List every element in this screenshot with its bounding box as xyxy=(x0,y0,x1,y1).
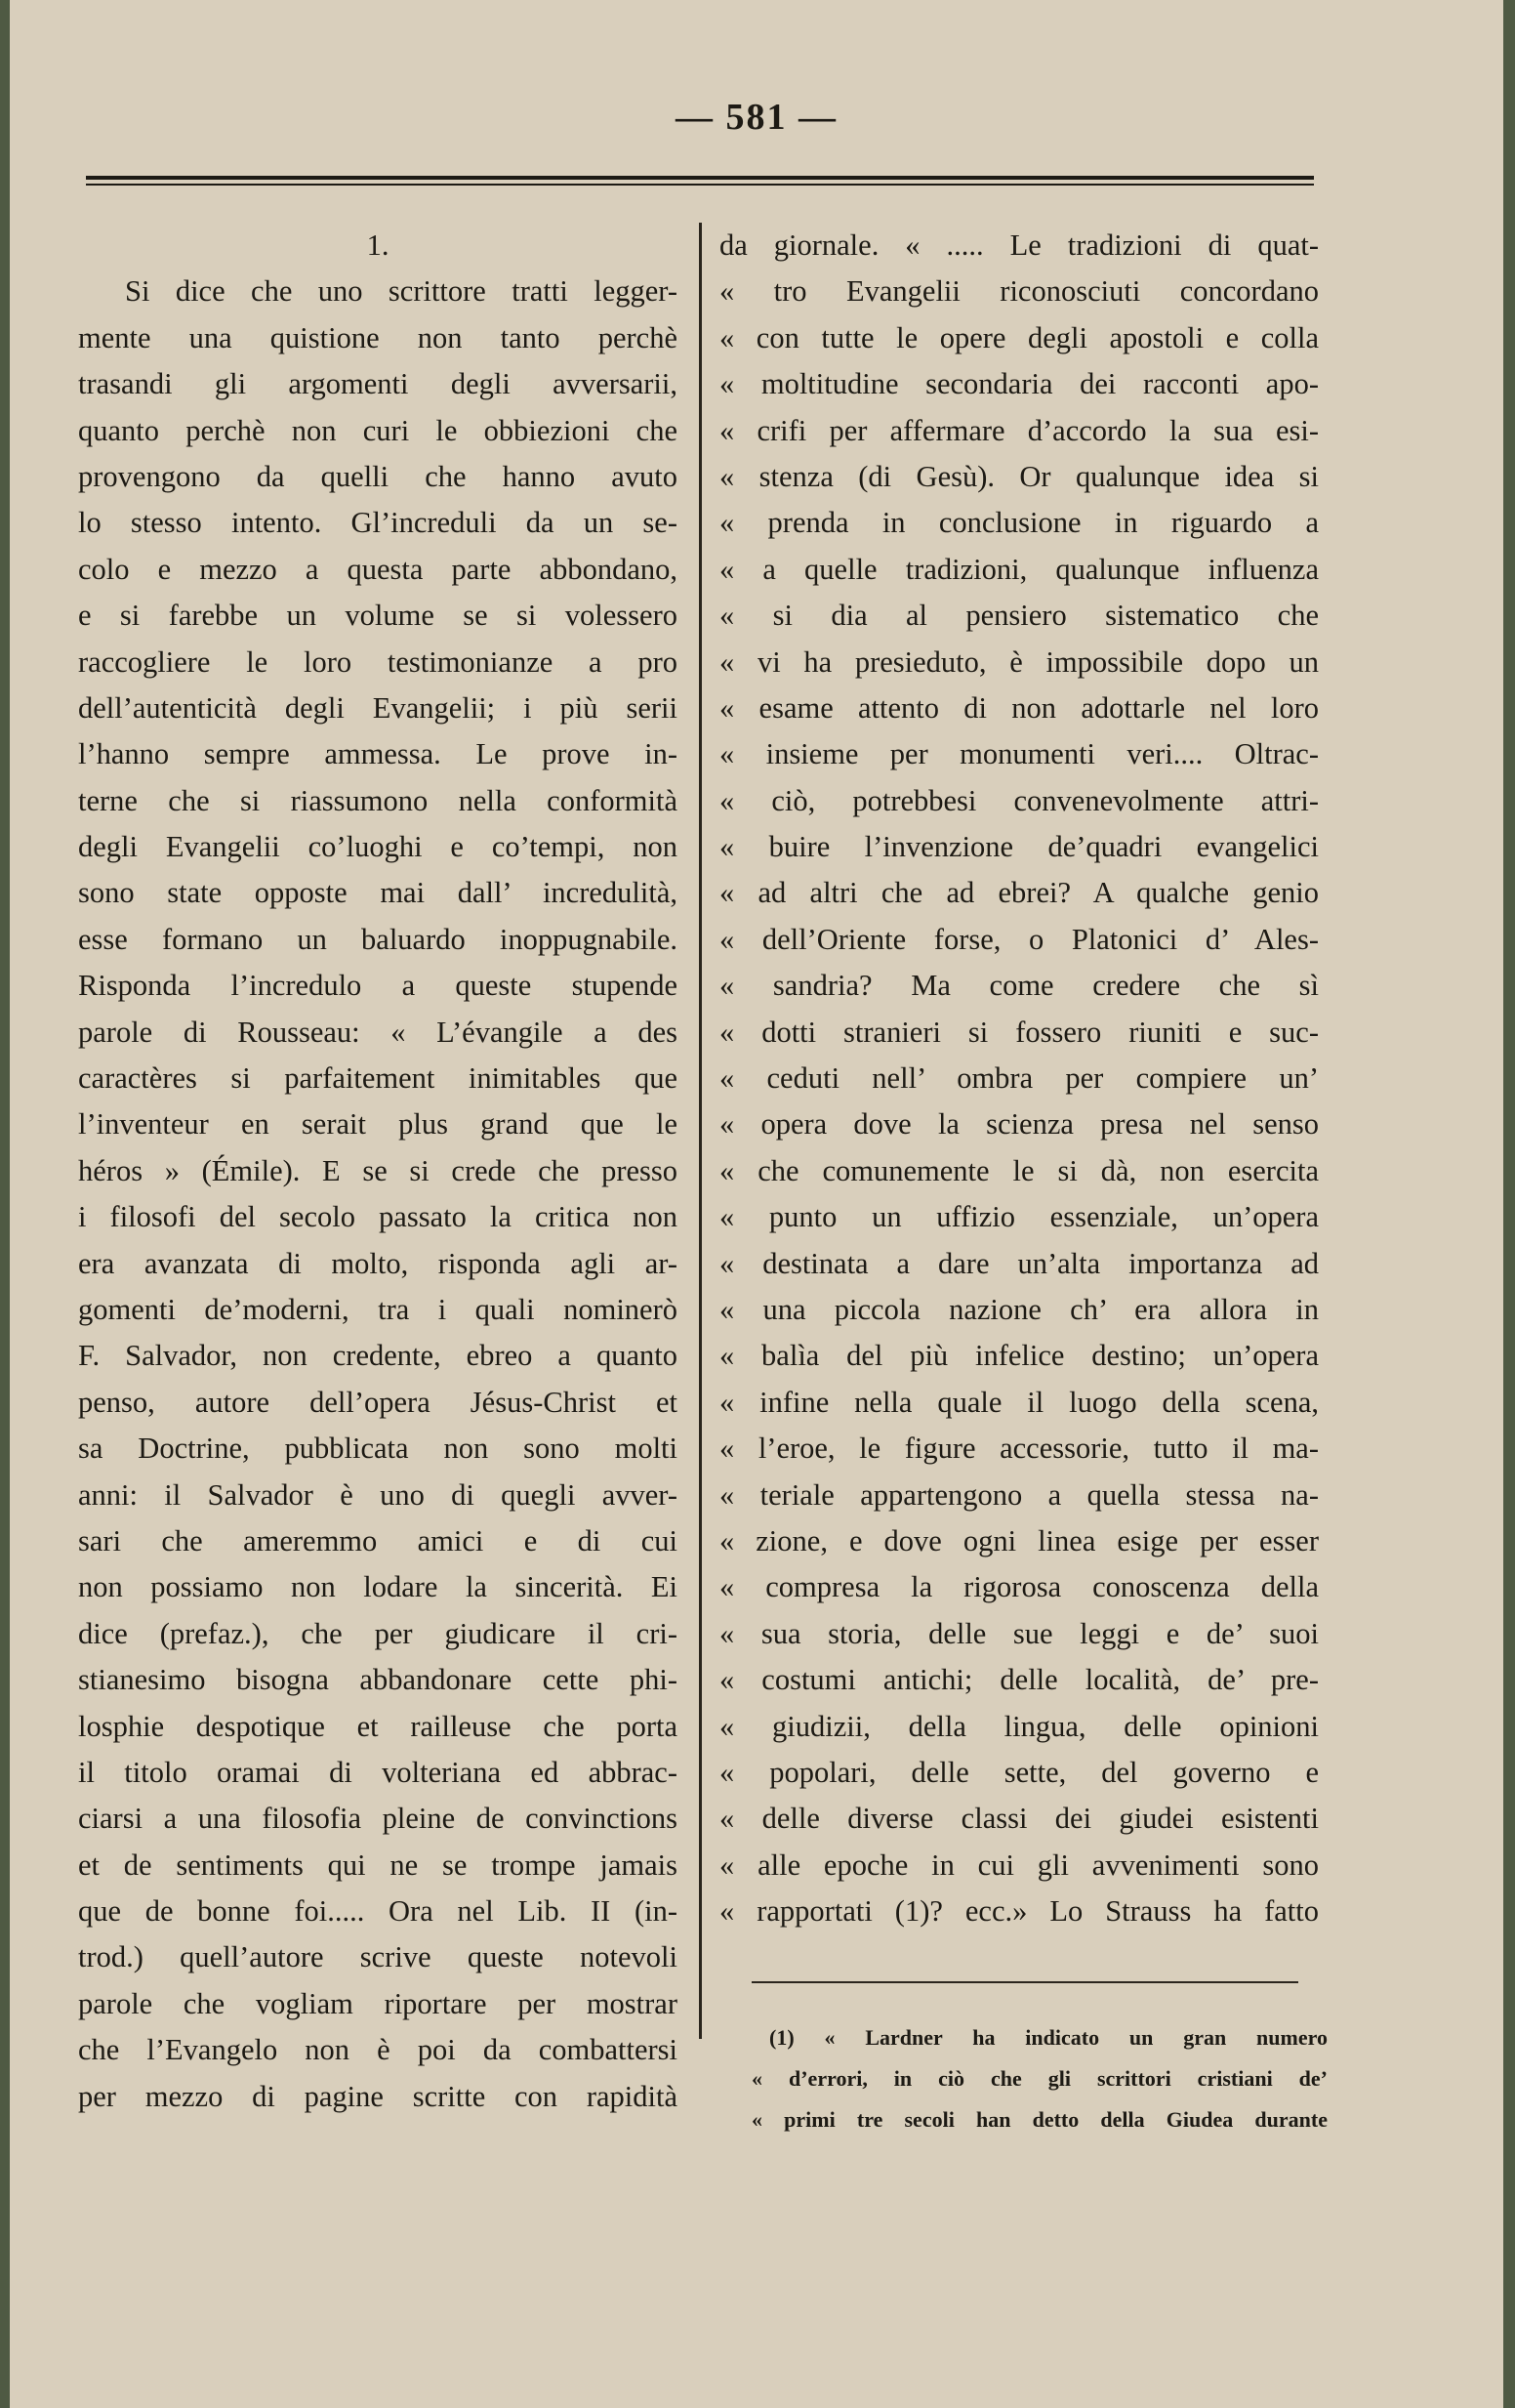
text-line: dell’autenticità degli Evangelii; i più serii xyxy=(78,690,677,725)
text-line: quanto perchè non curi le obbiezioni che xyxy=(78,413,677,447)
text-line: « moltitudine secondaria dei racconti apo- xyxy=(719,367,1319,401)
text-line: l’inventeur en serait plus grand que le xyxy=(78,1107,677,1142)
text-line: penso, autore dell’opera Jésus-Christ et xyxy=(78,1385,677,1419)
text-line: « una piccola nazione ch’ era allora in xyxy=(719,1292,1319,1326)
text-line: l’hanno sempre ammessa. Le prove in- xyxy=(78,737,677,771)
text-line: « ciò, potrebbesi convenevolmente attri- xyxy=(719,783,1319,817)
text-line: « esame attento di non adottarle nel loro xyxy=(719,690,1319,725)
text-line: esse formano un baluardo inoppugnabile. xyxy=(78,922,677,956)
text-line: « balìa del più infelice destino; un’opera xyxy=(719,1339,1319,1373)
text-line: caractères si parfaitement inimitables que xyxy=(78,1061,677,1096)
text-line: et de sentiments qui ne se trompe jamais xyxy=(78,1848,677,1882)
text-line: non possiamo non lodare la sincerità. Ei xyxy=(78,1570,677,1604)
text-line: « buire l’invenzione de’quadri evangelici xyxy=(719,830,1319,864)
text-line: « costumi antichi; delle località, de’ pre- xyxy=(719,1663,1319,1697)
text-line: « che comunemente le si dà, non esercita xyxy=(719,1153,1319,1187)
text-line: « compresa la rigorosa conoscenza della xyxy=(719,1570,1319,1604)
text-line: trasandi gli argomenti degli avversarii, xyxy=(78,367,677,401)
text-line: il titolo oramai di volteriana ed abbrac- xyxy=(78,1755,677,1789)
text-line: « ceduti nell’ ombra per compiere un’ xyxy=(719,1061,1319,1096)
text-line: « l’eroe, le figure accessorie, tutto il ma- xyxy=(719,1432,1319,1466)
text-line: stianesimo bisogna abbandonare cette phi- xyxy=(78,1663,677,1697)
page-number: — 581 — xyxy=(676,97,838,138)
text-line: « crifi per affermare d’accordo la sua esi- xyxy=(719,413,1319,447)
text-line: « popolari, delle sette, del governo e xyxy=(719,1755,1319,1789)
text-line: i filosofi del secolo passato la critica non xyxy=(78,1200,677,1234)
text-line: era avanzata di molto, risponda agli ar- xyxy=(78,1246,677,1280)
text-line: « tro Evangelii riconosciuti concordano xyxy=(719,274,1319,309)
text-line: sa Doctrine, pubblicata non sono molti xyxy=(78,1432,677,1466)
text-line: « con tutte le opere degli apostoli e colla xyxy=(719,320,1319,354)
text-line: degli Evangelii co’luoghi e co’tempi, non xyxy=(78,830,677,864)
text-line: « delle diverse classi dei giudei esistenti xyxy=(719,1802,1319,1836)
text-line: lo stesso intento. Gl’increduli da un se- xyxy=(78,506,677,540)
text-line: mente una quistione non tanto perchè xyxy=(78,320,677,354)
text-line: gomenti de’moderni, tra i quali nominerò xyxy=(78,1292,677,1326)
text-line: « dell’Oriente forse, o Platonici d’ Ales- xyxy=(719,922,1319,956)
right-column xyxy=(719,223,1319,1934)
text-line: « prenda in conclusione in riguardo a xyxy=(719,506,1319,540)
text-line: anni: il Salvador è uno di quegli avver- xyxy=(78,1477,677,1512)
text-line: « si dia al pensiero sistematico che xyxy=(719,599,1319,633)
text-line: « destinata a dare un’alta importanza ad xyxy=(719,1246,1319,1280)
text-line: trod.) quell’autore scrive queste notevoli xyxy=(78,1940,677,1974)
footnote-line: « d’errori, in ciò che gli scrittori cristiani de’ xyxy=(752,2066,1328,2091)
footnote-line: « primi tre secoli han detto della Giudea durante xyxy=(752,2107,1328,2132)
footnote-line: (1) « Lardner ha indicato un gran numero xyxy=(769,2025,1328,2050)
text-line: Si dice che uno scrittore tratti legger- xyxy=(125,274,677,309)
text-line: da giornale. « ..... Le tradizioni di quat- xyxy=(719,228,1319,262)
text-line: « teriale appartengono a quella stessa na- xyxy=(719,1477,1319,1512)
text-line: « ad altri che ad ebrei? A qualche genio xyxy=(719,876,1319,910)
text-line: sono state opposte mai dall’ incredulità, xyxy=(78,876,677,910)
footnote xyxy=(752,2017,1328,2140)
text-line: provengono da quelli che hanno avuto xyxy=(78,459,677,493)
text-line: « infine nella quale il luogo della scena, xyxy=(719,1385,1319,1419)
text-line: « alle epoche in cui gli avvenimenti sono xyxy=(719,1848,1319,1882)
text-line: « rapportati (1)? ecc.» Lo Strauss ha fatto xyxy=(719,1894,1319,1929)
text-line: 1. xyxy=(366,228,389,262)
text-line: que de bonne foi..... Ora nel Lib. II (in- xyxy=(78,1894,677,1929)
text-line: colo e mezzo a questa parte abbondano, xyxy=(78,552,677,586)
text-line: ciarsi a una filosofia pleine de convinctions xyxy=(78,1802,677,1836)
text-line: terne che si riassumono nella conformità xyxy=(78,783,677,817)
text-line: Risponda l’incredulo a queste stupende xyxy=(78,969,677,1003)
text-line: « sua storia, delle sue leggi e de’ suoi xyxy=(719,1616,1319,1650)
text-line: raccogliere le loro testimonianze a pro xyxy=(78,644,677,679)
text-line: per mezzo di pagine scritte con rapidità xyxy=(78,2079,677,2113)
text-line: héros » (Émile). E se si crede che presso xyxy=(78,1153,677,1187)
footnote-rule xyxy=(752,1981,1298,1983)
text-line: e si farebbe un volume se si volessero xyxy=(78,599,677,633)
text-line: F. Salvador, non credente, ebreo a quanto xyxy=(78,1339,677,1373)
text-line: dice (prefaz.), che per giudicare il cri- xyxy=(78,1616,677,1650)
text-line: losphie despotique et railleuse che porta xyxy=(78,1709,677,1743)
text-line: parole di Rousseau: « L’évangile a des xyxy=(78,1015,677,1049)
text-line: « vi ha presieduto, è impossibile dopo un xyxy=(719,644,1319,679)
text-line: « zione, e dove ogni linea esige per esser xyxy=(719,1523,1319,1557)
text-line: « stenza (di Gesù). Or qualunque idea si xyxy=(719,459,1319,493)
text-line: sari che ameremmo amici e di cui xyxy=(78,1523,677,1557)
text-line: « dotti stranieri si fossero riuniti e suc- xyxy=(719,1015,1319,1049)
text-line: « a quelle tradizioni, qualunque influenza xyxy=(719,552,1319,586)
column-divider xyxy=(699,223,702,2039)
header-rule xyxy=(86,176,1314,186)
text-line: che l’Evangelo non è poi da combattersi xyxy=(78,2033,677,2067)
text-line: parole che vogliam riportare per mostrar xyxy=(78,1986,677,2020)
text-line: « sandria? Ma come credere che sì xyxy=(719,969,1319,1003)
text-line: « giudizii, della lingua, delle opinioni xyxy=(719,1709,1319,1743)
book-page xyxy=(10,0,1503,2408)
left-column xyxy=(78,223,677,2120)
text-line: « punto un uffizio essenziale, un’opera xyxy=(719,1200,1319,1234)
text-line: « opera dove la scienza presa nel senso xyxy=(719,1107,1319,1142)
text-line: « insieme per monumenti veri.... Oltrac- xyxy=(719,737,1319,771)
